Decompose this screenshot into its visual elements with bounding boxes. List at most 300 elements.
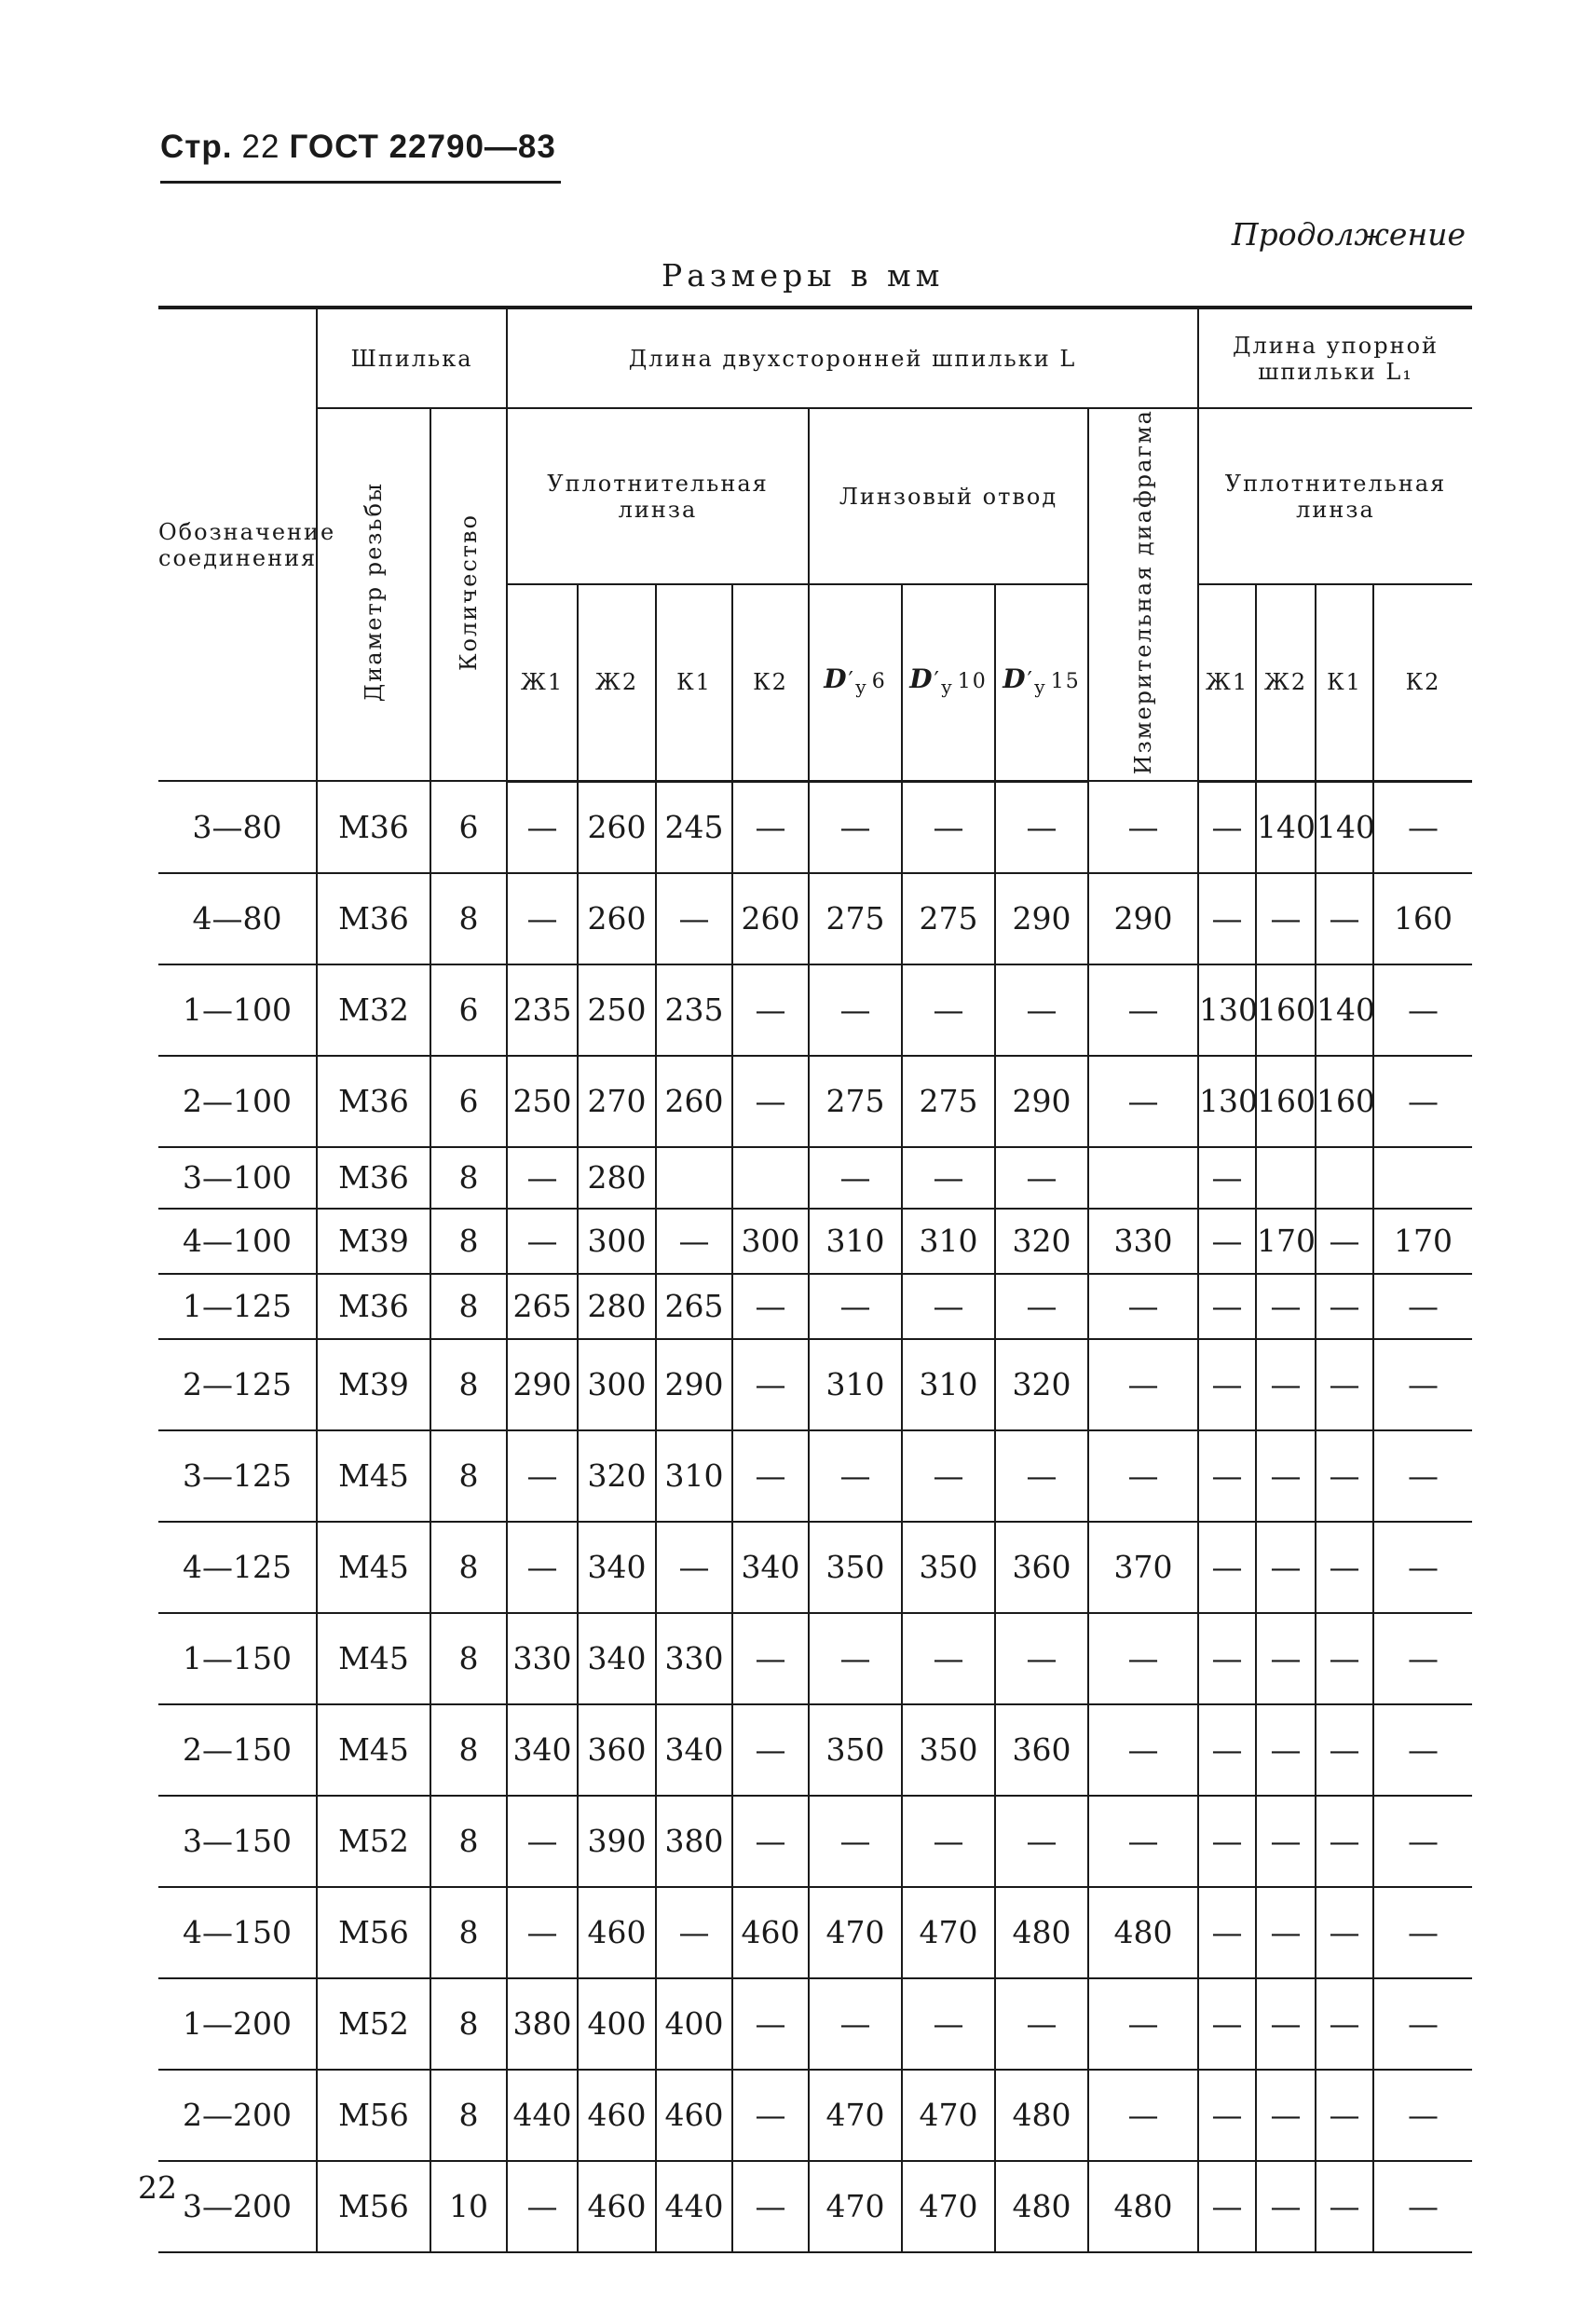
- cell-L1-k1: —: [1316, 1339, 1373, 1430]
- cell-lens-k2: —: [732, 1339, 809, 1430]
- cell-lens-zh1: —: [507, 873, 578, 964]
- cell-bend-dy6: —: [809, 1430, 902, 1522]
- cell-L1-k1: 160: [1316, 1056, 1373, 1147]
- cell-lens-k2: —: [732, 1274, 809, 1339]
- cell-count: 8: [430, 1887, 507, 1978]
- cell-bend-dy6: —: [809, 1978, 902, 2070]
- cell-lens-zh1: 250: [507, 1056, 578, 1147]
- cell-bend-dy6: 275: [809, 873, 902, 964]
- cell-bend-dy10: —: [902, 1978, 995, 2070]
- cell-lens-zh2: 300: [578, 1339, 656, 1430]
- cell-bend-dy10: 470: [902, 2070, 995, 2161]
- cell-bend-dy6: 470: [809, 1887, 902, 1978]
- cell-bend-dy15: —: [995, 964, 1088, 1056]
- cell-lens-k2: —: [732, 964, 809, 1056]
- cell-lens-k1: —: [656, 1887, 732, 1978]
- table-row: [158, 1704, 1472, 1796]
- cell-L1-k1: —: [1316, 1613, 1373, 1704]
- cell-lens-k2: —: [732, 1796, 809, 1887]
- cell-lens-k1: 380: [656, 1796, 732, 1887]
- cell-lens-zh2: 460: [578, 2070, 656, 2161]
- cell-thread: М36: [317, 781, 430, 873]
- cell-thread: М39: [317, 1209, 430, 1274]
- table-row: [158, 1339, 1472, 1430]
- cell-bend-dy15: 320: [995, 1209, 1088, 1274]
- cell-L1-zh2: —: [1256, 873, 1316, 964]
- cell-L1-k1: —: [1316, 1430, 1373, 1522]
- cell-lens-k1: 290: [656, 1339, 732, 1430]
- cell-diaphragm: 480: [1088, 1887, 1198, 1978]
- header-lens-k1: К1: [656, 584, 732, 781]
- cell-lens-zh2: 270: [578, 1056, 656, 1147]
- cell-bend-dy6: —: [809, 1274, 902, 1339]
- cell-L1-k1: —: [1316, 1209, 1373, 1274]
- cell-lens-zh2: 300: [578, 1209, 656, 1274]
- cell-L1-k1: —: [1316, 1978, 1373, 2070]
- cell-lens-k1: 310: [656, 1430, 732, 1522]
- cell-lens-zh2: 260: [578, 873, 656, 964]
- cell-lens-k2: 340: [732, 1522, 809, 1613]
- cell-lens-zh2: 460: [578, 1887, 656, 1978]
- cell-lens-zh1: —: [507, 1522, 578, 1613]
- header-diaphragm: Измерительная диафрагма: [1088, 408, 1198, 781]
- cell-bend-dy6: 310: [809, 1339, 902, 1430]
- cell-thread: М45: [317, 1522, 430, 1613]
- cell-L1-k2: —: [1373, 1796, 1472, 1887]
- cell-designation: 3—200: [158, 2161, 317, 2252]
- cell-designation: 4—125: [158, 1522, 317, 1613]
- cell-designation: 1—150: [158, 1613, 317, 1704]
- cell-bend-dy15: 290: [995, 873, 1088, 964]
- table-row: [158, 873, 1472, 964]
- cell-diaphragm: 330: [1088, 1209, 1198, 1274]
- cell-L1-zh1: 130: [1198, 1056, 1256, 1147]
- cell-L1-k2: [1373, 1147, 1472, 1209]
- cell-bend-dy10: —: [902, 1430, 995, 1522]
- header-rule: [160, 181, 561, 184]
- cell-thread: М36: [317, 1147, 430, 1209]
- cell-count: 10: [430, 2161, 507, 2252]
- cell-L1-zh1: —: [1198, 1209, 1256, 1274]
- table-row: [158, 2070, 1472, 2161]
- cell-designation: 2—150: [158, 1704, 317, 1796]
- header-lens-bend: Линзовый отвод: [809, 408, 1088, 584]
- header-sealing-lens: Уплотнительная линза: [507, 408, 809, 584]
- cell-bend-dy15: —: [995, 1147, 1088, 1209]
- cell-thread: М36: [317, 1056, 430, 1147]
- cell-lens-k2: —: [732, 1704, 809, 1796]
- cell-L1-zh1: —: [1198, 1274, 1256, 1339]
- cell-bend-dy10: 275: [902, 873, 995, 964]
- cell-L1-zh1: 130: [1198, 964, 1256, 1056]
- cell-bend-dy10: —: [902, 1796, 995, 1887]
- table-row: [158, 1796, 1472, 1887]
- cell-thread: М45: [317, 1430, 430, 1522]
- units-caption: Размеры в мм: [662, 257, 945, 294]
- cell-diaphragm: [1088, 1147, 1198, 1209]
- cell-L1-zh2: —: [1256, 1522, 1316, 1613]
- cell-thread: М32: [317, 964, 430, 1056]
- cell-designation: 4—150: [158, 1887, 317, 1978]
- cell-bend-dy10: —: [902, 781, 995, 873]
- cell-lens-k2: 300: [732, 1209, 809, 1274]
- cell-diaphragm: —: [1088, 781, 1198, 873]
- cell-count: 6: [430, 781, 507, 873]
- table-body: [158, 781, 1472, 2252]
- cell-lens-zh1: 265: [507, 1274, 578, 1339]
- cell-bend-dy15: 360: [995, 1704, 1088, 1796]
- cell-lens-zh2: 280: [578, 1274, 656, 1339]
- cell-thread: М56: [317, 2070, 430, 2161]
- continued-label: Продолжение: [1231, 216, 1466, 253]
- cell-diaphragm: —: [1088, 1274, 1198, 1339]
- cell-lens-k2: [732, 1147, 809, 1209]
- cell-bend-dy10: 310: [902, 1209, 995, 1274]
- cell-bend-dy15: 480: [995, 2161, 1088, 2252]
- cell-count: 8: [430, 1430, 507, 1522]
- header-L1-k1: К1: [1316, 584, 1373, 781]
- cell-count: 8: [430, 873, 507, 964]
- cell-bend-dy15: —: [995, 1274, 1088, 1339]
- cell-bend-dy6: 350: [809, 1704, 902, 1796]
- cell-L1-zh1: —: [1198, 1704, 1256, 1796]
- cell-lens-k2: —: [732, 2161, 809, 2252]
- cell-bend-dy10: 310: [902, 1339, 995, 1430]
- cell-lens-zh2: 400: [578, 1978, 656, 2070]
- cell-L1-k2: —: [1373, 1887, 1472, 1978]
- cell-lens-zh2: 340: [578, 1522, 656, 1613]
- cell-L1-k2: 160: [1373, 873, 1472, 964]
- cell-lens-k1: —: [656, 1522, 732, 1613]
- cell-lens-zh1: 340: [507, 1704, 578, 1796]
- cell-bend-dy15: 480: [995, 1887, 1088, 1978]
- cell-count: 8: [430, 2070, 507, 2161]
- cell-L1-zh2: 170: [1256, 1209, 1316, 1274]
- cell-L1-k1: —: [1316, 1796, 1373, 1887]
- cell-L1-zh2: —: [1256, 1430, 1316, 1522]
- cell-lens-k2: 260: [732, 873, 809, 964]
- cell-L1-k1: —: [1316, 1887, 1373, 1978]
- cell-L1-zh1: —: [1198, 1613, 1256, 1704]
- cell-diaphragm: —: [1088, 1796, 1198, 1887]
- cell-bend-dy15: —: [995, 1978, 1088, 2070]
- cell-lens-zh2: 390: [578, 1796, 656, 1887]
- page-label: Стр.: [160, 129, 233, 165]
- header-L1-zh2: Ж2: [1256, 584, 1316, 781]
- cell-thread: М52: [317, 1978, 430, 2070]
- cell-bend-dy15: 480: [995, 2070, 1088, 2161]
- cell-L1-zh1: —: [1198, 1978, 1256, 2070]
- cell-lens-k2: —: [732, 1056, 809, 1147]
- page-number: 22: [138, 2169, 177, 2206]
- cell-bend-dy6: 350: [809, 1522, 902, 1613]
- cell-lens-zh2: 320: [578, 1430, 656, 1522]
- cell-designation: 4—80: [158, 873, 317, 964]
- header-length-L: Длина двухсторонней шпильки L: [507, 308, 1198, 408]
- cell-L1-zh2: [1256, 1147, 1316, 1209]
- cell-bend-dy10: 470: [902, 1887, 995, 1978]
- cell-lens-k1: 260: [656, 1056, 732, 1147]
- cell-lens-zh1: —: [507, 2161, 578, 2252]
- dimensions-table: [158, 306, 1472, 2253]
- cell-thread: М56: [317, 2161, 430, 2252]
- cell-L1-k1: 140: [1316, 781, 1373, 873]
- cell-count: 6: [430, 964, 507, 1056]
- cell-bend-dy6: —: [809, 1147, 902, 1209]
- cell-lens-zh1: —: [507, 1796, 578, 1887]
- cell-L1-k2: —: [1373, 1522, 1472, 1613]
- cell-bend-dy6: 275: [809, 1056, 902, 1147]
- cell-diaphragm: —: [1088, 1056, 1198, 1147]
- cell-lens-k2: —: [732, 781, 809, 873]
- cell-lens-zh1: 440: [507, 2070, 578, 2161]
- cell-count: 8: [430, 1522, 507, 1613]
- cell-lens-k1: 460: [656, 2070, 732, 2161]
- cell-lens-zh1: —: [507, 1147, 578, 1209]
- cell-lens-k1: [656, 1147, 732, 1209]
- header-L1-k2: К2: [1373, 584, 1472, 781]
- cell-L1-zh2: —: [1256, 1796, 1316, 1887]
- cell-bend-dy6: —: [809, 1796, 902, 1887]
- cell-bend-dy6: 310: [809, 1209, 902, 1274]
- cell-lens-k2: —: [732, 2070, 809, 2161]
- cell-L1-zh1: —: [1198, 1430, 1256, 1522]
- cell-L1-zh2: —: [1256, 1978, 1316, 2070]
- cell-bend-dy6: —: [809, 964, 902, 1056]
- cell-count: 8: [430, 1274, 507, 1339]
- cell-count: 6: [430, 1056, 507, 1147]
- cell-L1-zh2: —: [1256, 1887, 1316, 1978]
- cell-bend-dy10: —: [902, 1147, 995, 1209]
- cell-lens-zh2: 280: [578, 1147, 656, 1209]
- cell-count: 8: [430, 1796, 507, 1887]
- cell-thread: М39: [317, 1339, 430, 1430]
- cell-diaphragm: 290: [1088, 873, 1198, 964]
- table-row: [158, 781, 1472, 873]
- table-row: [158, 1056, 1472, 1147]
- cell-L1-k1: —: [1316, 2070, 1373, 2161]
- cell-L1-k2: —: [1373, 781, 1472, 873]
- cell-bend-dy15: —: [995, 1613, 1088, 1704]
- cell-L1-k2: —: [1373, 1339, 1472, 1430]
- cell-thread: М45: [317, 1704, 430, 1796]
- cell-designation: 1—100: [158, 964, 317, 1056]
- cell-count: 8: [430, 1704, 507, 1796]
- table-row: [158, 2161, 1472, 2252]
- cell-designation: 2—125: [158, 1339, 317, 1430]
- cell-bend-dy6: —: [809, 781, 902, 873]
- cell-L1-k1: —: [1316, 1274, 1373, 1339]
- cell-lens-k2: —: [732, 1613, 809, 1704]
- table-row: [158, 1978, 1472, 2070]
- cell-designation: 3—125: [158, 1430, 317, 1522]
- cell-lens-zh1: —: [507, 781, 578, 873]
- table-row: [158, 1430, 1472, 1522]
- cell-L1-zh1: —: [1198, 1796, 1256, 1887]
- cell-thread: М52: [317, 1796, 430, 1887]
- cell-L1-zh1: —: [1198, 873, 1256, 964]
- cell-diaphragm: 480: [1088, 2161, 1198, 2252]
- cell-L1-zh2: 160: [1256, 964, 1316, 1056]
- cell-L1-k1: 140: [1316, 964, 1373, 1056]
- cell-diaphragm: —: [1088, 2070, 1198, 2161]
- cell-lens-zh1: —: [507, 1209, 578, 1274]
- cell-diaphragm: —: [1088, 1430, 1198, 1522]
- cell-lens-k2: —: [732, 1978, 809, 2070]
- table-row: [158, 1147, 1472, 1209]
- cell-L1-zh2: —: [1256, 1704, 1316, 1796]
- cell-L1-zh2: 160: [1256, 1056, 1316, 1147]
- cell-L1-k2: —: [1373, 1613, 1472, 1704]
- header-bend-dy15: $D'_у$ 15: [995, 584, 1088, 781]
- cell-L1-k2: —: [1373, 964, 1472, 1056]
- cell-lens-k2: 460: [732, 1887, 809, 1978]
- cell-L1-k1: —: [1316, 873, 1373, 964]
- cell-L1-k2: —: [1373, 2161, 1472, 2252]
- cell-lens-k1: —: [656, 873, 732, 964]
- cell-lens-zh1: 330: [507, 1613, 578, 1704]
- cell-L1-zh2: —: [1256, 2161, 1316, 2252]
- cell-lens-zh2: 250: [578, 964, 656, 1056]
- table-row: [158, 1613, 1472, 1704]
- cell-thread: М36: [317, 1274, 430, 1339]
- cell-L1-k2: —: [1373, 1056, 1472, 1147]
- cell-count: 8: [430, 1978, 507, 2070]
- cell-lens-k1: 400: [656, 1978, 732, 2070]
- cell-diaphragm: —: [1088, 964, 1198, 1056]
- cell-designation: 3—80: [158, 781, 317, 873]
- header-lens-zh2: Ж2: [578, 584, 656, 781]
- cell-L1-zh1: —: [1198, 1147, 1256, 1209]
- cell-L1-zh2: —: [1256, 2070, 1316, 2161]
- cell-lens-k2: —: [732, 1430, 809, 1522]
- cell-designation: 3—100: [158, 1147, 317, 1209]
- cell-L1-k2: —: [1373, 1704, 1472, 1796]
- cell-L1-zh1: —: [1198, 1339, 1256, 1430]
- cell-diaphragm: —: [1088, 1613, 1198, 1704]
- page-header-number: 22: [241, 129, 280, 165]
- cell-L1-zh1: —: [1198, 1887, 1256, 1978]
- cell-diaphragm: —: [1088, 1704, 1198, 1796]
- cell-L1-k2: —: [1373, 2070, 1472, 2161]
- cell-count: 8: [430, 1209, 507, 1274]
- standard-code: ГОСТ 22790—83: [289, 129, 556, 165]
- cell-L1-k1: —: [1316, 2161, 1373, 2252]
- cell-bend-dy15: —: [995, 1796, 1088, 1887]
- page-header: [160, 129, 556, 166]
- header-count: Количество: [430, 408, 507, 781]
- cell-designation: 2—100: [158, 1056, 317, 1147]
- cell-bend-dy15: 290: [995, 1056, 1088, 1147]
- cell-thread: М45: [317, 1613, 430, 1704]
- cell-L1-zh2: —: [1256, 1613, 1316, 1704]
- cell-lens-zh2: 340: [578, 1613, 656, 1704]
- cell-L1-zh1: —: [1198, 781, 1256, 873]
- header-L1-zh1: Ж1: [1198, 584, 1256, 781]
- cell-bend-dy10: 275: [902, 1056, 995, 1147]
- cell-bend-dy6: 470: [809, 2070, 902, 2161]
- cell-lens-zh1: 380: [507, 1978, 578, 2070]
- cell-bend-dy6: —: [809, 1613, 902, 1704]
- header-bend-dy10: $D'_у$ 10: [902, 584, 995, 781]
- cell-L1-k2: 170: [1373, 1209, 1472, 1274]
- cell-designation: 2—200: [158, 2070, 317, 2161]
- cell-lens-k1: 245: [656, 781, 732, 873]
- cell-lens-zh1: —: [507, 1430, 578, 1522]
- cell-diaphragm: —: [1088, 1339, 1198, 1430]
- header-lens-zh1: Ж1: [507, 584, 578, 781]
- cell-bend-dy10: 350: [902, 1704, 995, 1796]
- cell-bend-dy6: 470: [809, 2161, 902, 2252]
- header-sealing-lens-L1: Уплотнительная линза: [1198, 408, 1472, 584]
- cell-bend-dy10: —: [902, 964, 995, 1056]
- cell-bend-dy10: —: [902, 1613, 995, 1704]
- cell-thread: М36: [317, 873, 430, 964]
- cell-designation: 1—200: [158, 1978, 317, 2070]
- cell-L1-zh1: —: [1198, 1522, 1256, 1613]
- header-lens-k2: К2: [732, 584, 809, 781]
- header-length-L1: Длина упорной шпильки L₁: [1198, 308, 1472, 408]
- cell-bend-dy15: —: [995, 1430, 1088, 1522]
- cell-designation: 4—100: [158, 1209, 317, 1274]
- header-designation: Обозначение соединения: [158, 308, 317, 781]
- table-row: [158, 1274, 1472, 1339]
- cell-lens-k1: 235: [656, 964, 732, 1056]
- cell-count: 8: [430, 1147, 507, 1209]
- cell-L1-zh2: —: [1256, 1339, 1316, 1430]
- cell-lens-zh2: 260: [578, 781, 656, 873]
- cell-lens-k1: —: [656, 1209, 732, 1274]
- cell-thread: М56: [317, 1887, 430, 1978]
- cell-count: 8: [430, 1339, 507, 1430]
- cell-lens-k1: 340: [656, 1704, 732, 1796]
- cell-lens-k1: 265: [656, 1274, 732, 1339]
- cell-bend-dy10: 350: [902, 1522, 995, 1613]
- cell-diaphragm: —: [1088, 1978, 1198, 2070]
- cell-bend-dy15: 320: [995, 1339, 1088, 1430]
- table-row: [158, 1887, 1472, 1978]
- cell-designation: 3—150: [158, 1796, 317, 1887]
- cell-L1-zh1: —: [1198, 2161, 1256, 2252]
- header-thread-diameter: Диаметр резьбы: [317, 408, 430, 781]
- cell-lens-zh2: 460: [578, 2161, 656, 2252]
- cell-L1-k2: —: [1373, 1978, 1472, 2070]
- cell-lens-k1: 330: [656, 1613, 732, 1704]
- cell-count: 8: [430, 1613, 507, 1704]
- table-row: [158, 1522, 1472, 1613]
- cell-L1-zh2: —: [1256, 1274, 1316, 1339]
- cell-L1-zh2: 140: [1256, 781, 1316, 873]
- cell-L1-zh1: —: [1198, 2070, 1256, 2161]
- header-stud: Шпилька: [317, 308, 507, 408]
- cell-lens-zh1: 235: [507, 964, 578, 1056]
- cell-bend-dy10: —: [902, 1274, 995, 1339]
- cell-L1-k1: [1316, 1147, 1373, 1209]
- cell-bend-dy15: —: [995, 781, 1088, 873]
- cell-L1-k2: —: [1373, 1274, 1472, 1339]
- cell-lens-k1: 440: [656, 2161, 732, 2252]
- cell-L1-k1: —: [1316, 1704, 1373, 1796]
- cell-lens-zh1: —: [507, 1887, 578, 1978]
- header-bend-dy6: $D'_у$ 6: [809, 584, 902, 781]
- cell-lens-zh1: 290: [507, 1339, 578, 1430]
- cell-L1-k1: —: [1316, 1522, 1373, 1613]
- cell-diaphragm: 370: [1088, 1522, 1198, 1613]
- table-row: [158, 1209, 1472, 1274]
- cell-designation: 1—125: [158, 1274, 317, 1339]
- table-row: [158, 964, 1472, 1056]
- cell-L1-k2: —: [1373, 1430, 1472, 1522]
